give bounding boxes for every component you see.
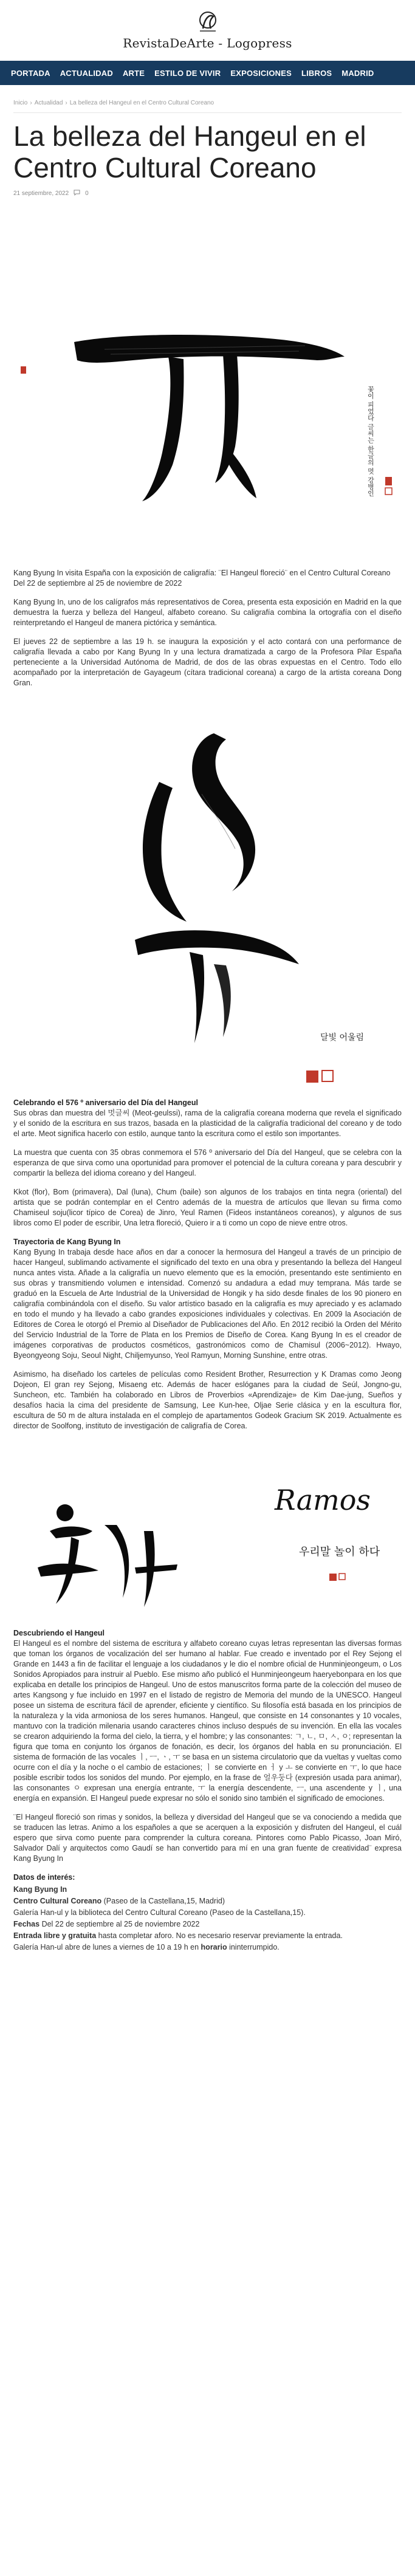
artwork-3-latin: Ramos: [275, 1484, 371, 1516]
heading-trayectoria: Trayectoria de Kang Byung In: [13, 1238, 121, 1246]
paragraph-9: ¨El Hangeul floreció son rimas y sonidos, la belleza y diversidad del Hangeul que se va conociendo a medida que se traducen las letras. Animo a los españoles a que se acerquen a la exposición y disfruten del Hangeul, el cuál espero que sirva como puente para comprender la cultura coreana. Pintores como Pablo Picasso, Joan Miró, Salvador Dalí y arquitectos como Gaudí se han convertido para mí en una gran fuente de creatividad¨ expresa Kang Byung In: [13, 1813, 402, 1863]
main-navigation: [0, 61, 415, 85]
site-logo-icon[interactable]: [194, 10, 222, 35]
datos-fechas-value: Del 22 de septiembre al 25 de noviembre 2022: [39, 1920, 200, 1928]
datos-entrada-label: Entrada libre y gratuita: [13, 1931, 97, 1940]
paragraph-3: Sus obras dan muestra del 멋글씨 (Meot-geulssi), rama de la caligrafía coreana moderna que revela el significado y el sonido de la escritura en sus trazos, basada en la plasticidad de la caligrafía tradicional del coreano y de todo el arte. Meot significa hacerlo con estilo, aunque tanto la escritura como el estilo son importantes.: [13, 1109, 402, 1138]
nav-item-madrid[interactable]: MADRID: [341, 68, 374, 78]
intro-line-1: Kang Byung In visita España con la exposición de caligrafía: ¨El Hangeul floreció¨ en el Centro Cultural Coreano: [13, 569, 391, 577]
paragraph-1: Kang Byung In, uno de los calígrafos más representativos de Corea, presenta esta exposición en Madrid en la que demuestra la fuerza y belleza del Hangeul, alfabeto coreano. Su caligrafía combina la ortografía con el diseño reinterpretando el Hangeul de manera pictórica y semántica.: [13, 598, 402, 627]
intro-line-2: Del 22 de septiembre al 25 de noviembre de 2022: [13, 579, 182, 587]
artwork-1-caption: 꽃이 피었다 글씨는 한글의 멋 강병인: [366, 386, 375, 497]
nav-item-arte[interactable]: ARTE: [122, 68, 145, 78]
comment-icon[interactable]: [74, 190, 80, 197]
site-name[interactable]: RevistaDeArte - Logopress: [123, 36, 292, 50]
datos-entrada: [13, 1930, 402, 1942]
article-content: [0, 94, 415, 1953]
breadcrumb-separator: ›: [65, 100, 67, 106]
artwork-image-3: [13, 1440, 402, 1628]
datos-horario-label: horario: [201, 1943, 227, 1951]
calligraphy-artwork-1: [13, 197, 402, 568]
datos-horario: [13, 1942, 402, 1953]
heading-celebrando: Celebrando el 576 º aniversario del Día del Hangeul: [13, 1098, 198, 1107]
site-header: [0, 0, 415, 61]
paragraph-6: Kang Byung In trabaja desde hace años en dar a conocer la hermosura del Hangeul a través de un principio de hacer Hangeul, sublimando activamente el significado del texto en una obra y presentando la belleza del Hangeul nunca antes vista. Añade a la caligrafía un nuevo elemento que es la emoción, presentando este sentimiento en sus obras y transmitiendo volumen e intensidad. Comenzó su andadura a edad muy temprana. Más tarde se graduó en la Escuela de Arte Industrial de la Universidad de Hongik y ha sido desde finales de los 90 pionero en caligrafía combinándola con el diseño. Su valor artístico basado en la caligrafía es muy apreciado y es aclamado en todo el mundo y ha llevado a cabo grandes exposiciones individuales y colectivas. En 2009 la Asociación de Editores de Corea le otorgó el Premio al Diseñador de Publicaciones del Año. En 2012 recibió la Orden del Mérito del Servicio Industrial de la Torre de Plata en los Premios de Diseño de Corea. Kang Byung In es el creador de imágenes corporativas de productos cosméticos, gastronómicos como de Chamisul (2006~2012). Hwayo, Byeongyeong Soju, Seoul Night, Chiljemyunso, Yeol Ramyun, Morning Sunshine, entre otras.: [13, 1248, 402, 1360]
nav-item-portada[interactable]: PORTADA: [11, 68, 50, 78]
artwork-2-caption: 달빛 어울림: [320, 1033, 365, 1043]
datos-artist: Kang Byung In: [13, 1885, 67, 1894]
datos-center-address: (Paseo de la Castellana,15, Madrid): [101, 1897, 225, 1905]
breadcrumb-section[interactable]: Actualidad: [34, 100, 63, 106]
nav-item-libros[interactable]: LIBROS: [301, 68, 332, 78]
datos-center: [13, 1896, 402, 1907]
nav-item-exposiciones[interactable]: EXPOSICIONES: [230, 68, 292, 78]
datos-gallery: Galería Han-ul y la biblioteca del Centro Cultural Coreano (Paseo de la Castellana,15).: [13, 1908, 306, 1917]
nav-item-estilo-de-vivir[interactable]: ESTILO DE VIVIR: [154, 68, 221, 78]
breadcrumb: [13, 94, 402, 113]
nav-item-actualidad[interactable]: ACTUALIDAD: [60, 68, 113, 78]
artwork-3-korean: 우리말 놀이 하다: [299, 1546, 380, 1558]
paragraph-2: El jueves 22 de septiembre a las 19 h. se inaugura la exposición y el acto contará con una performance de caligrafía llevada a cabo por Kang Byung In y una lectura dramatizada a cargo de la Profesora Pilar España perteneciente a la Universidad Autónoma de Madrid, de dos de las obras expuestas en el Centro. Todo ello acompañado por la interpretación de Gayageum (cítara tradicional coreana) a cargo de la artista coreana Dong Gran.: [13, 637, 402, 687]
datos-center-name: Centro Cultural Coreano: [13, 1897, 102, 1905]
page-title: La belleza del Hangeul en el Centro Cultural Coreano: [13, 120, 366, 183]
datos-entrada-value: hasta completar aforo. No es necesario reservar previamente la entrada.: [96, 1931, 343, 1940]
paragraph-4: La muestra que cuenta con 35 obras conmemora el 576 º aniversario del Día del Hangeul, que se celebra con la esperanza de que sirva como una oportunidad para promover el potencial de la cultura coreana y para descubrir y compartir la belleza del idioma coreano y del Hangeul.: [13, 1148, 402, 1177]
paragraph-5: Kkot (flor), Bom (primavera), Dal (luna), Chum (baile) son algunos de los trabajos en tinta negra (oriental) del artista que se podrán contemplar en el Centro además de la muestra de artículos que llevan su firma como Chamiseul soju(licor típico de Corea) de Jinro, Yeul Ramen (Fideos instantáneos coreanos), y algunos de sus libros como El poder de escribir, Una letra floreció, Quiero ir a ti como un copo de nieve entre otros.: [13, 1188, 402, 1227]
breadcrumb-home[interactable]: Inicio: [13, 100, 28, 106]
article-meta: [13, 190, 402, 197]
datos-fechas-label: Fechas: [13, 1920, 40, 1928]
article-date: 21 septiembre, 2022: [13, 190, 69, 197]
breadcrumb-separator: ›: [30, 100, 32, 106]
paragraph-8: El Hangeul es el nombre del sistema de escritura y alfabeto coreano cuyas letras representan las diversas formas que toman los órganos de vocalización del ser humano al hablar. Fue creado e inventado por el Rey Sejong el Grande en 1443 a fin de facilitar el lenguaje a los ciudadanos y le dio el nombre oficial de Hunminjeongeum, o Los Sonidos Apropiados para instruir al Pueblo. Ese mismo año publicó el Hunminjeongeum haeryebonpara en los que explicaba en detalle los principios de Hangeul. Uno de estos manuscritos forma parte de la colección del museo de artes Kangsong y fue incluido en 1997 en el listado de registro de Memoria del mundo de la UNESCO. Hangeul posee un sistema de escritura fácil de aprender, eficiente y científico. Su filosofía está basada en los principios de la naturaleza y la vida armoniosa de los seres humanos. Hangeul, que consiste en 14 consonantes y 10 vocales, mantuvo con la tradición milenaria usando caracteres chinos incluso después de su invención. En ella las vocales se crearon adquiriendo la forma del cielo, la tierra, y el hombre; y las consonantes: ㄱ, ㄴ, ㅁ, ㅅ, ㅇ; representan la figura que toma en conjunto los órganos de fonación, es decir, los órganos del habla en su pronunciación. El sistema de formación de las vocales ㅣ, ㅡ, ㆍ, ㅜ se basa en un sistema circulatorio que da vueltas y vueltas como ocurre con el día y la noche o el cambio de estaciones; ㅣ se convierte en ㅓ y ㅗ se convierte en ㅜ, lo que hace posible escribir todos los sonidos del mundo. Por ejemplo, en la frase de 얼우둥다 (expresión usada para animar), las consonantes ㅇ expresan una energía entrante, ㅜ la energía descendente, ㅡ, una ascendente y ㅣ, una energía en expansión. El Hangeul puede expresar no sólo el sonido sino también el significado de emociones.: [13, 1639, 402, 1803]
datos-horario-post: ininterrumpido.: [227, 1943, 280, 1951]
datos-fechas: [13, 1919, 402, 1930]
artwork-image-2: [13, 697, 402, 1098]
artwork-image-1: [13, 197, 402, 568]
datos-horario-pre: Galería Han-ul abre de lunes a viernes de 10 a 19 h en: [13, 1943, 201, 1951]
heading-datos: Datos de interés:: [13, 1873, 75, 1882]
paragraph-7: Asimismo, ha diseñado los carteles de películas como Resident Brother, Resurrection y K Dramas como Jeong Dojeon, El gran rey Sejong, Misaeng etc. Además de hacer eslóganes para la ciudad de Seúl, Jongno-gu, Suncheon, etc. También ha colaborado en Libros de Proverbios «Aprendizaje» de Kim Dae-jung, Sueños y desafíos hacia la cima del presidente de Samsung, Lee Kun-hee, Oljae Serie clásica y en la escultura flor, escultura de 50 m de altura instalada en el complejo de apartamentos Godeok Gracium SK 2019. Actualmente es director de Soolfong, instituto de investigación de caligrafía de Corea.: [13, 1370, 402, 1430]
calligraphy-artwork-2: [13, 697, 402, 1098]
calligraphy-artwork-3: [13, 1440, 402, 1628]
comment-count[interactable]: 0: [85, 190, 89, 197]
breadcrumb-current: La belleza del Hangeul en el Centro Cultural Coreano: [69, 100, 214, 106]
heading-descubriendo: Descubriendo el Hangeul: [13, 1629, 105, 1637]
